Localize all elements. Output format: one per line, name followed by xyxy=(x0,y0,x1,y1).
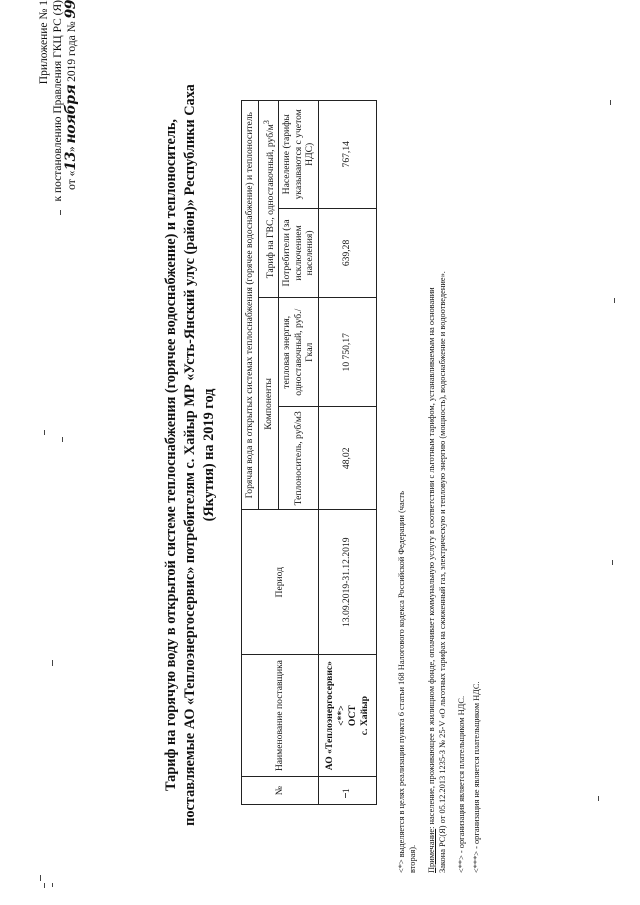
header-heat-energy: тепловая энергия, одноставочный, руб./Гкал xyxy=(279,298,319,407)
scan-speck xyxy=(44,883,45,888)
header-supplier: Наименование поставщика xyxy=(242,654,319,776)
gvs-label: Тариф на ГВС, одноставочный, руб/м xyxy=(264,124,276,279)
header-gvs-tariff xyxy=(258,101,279,298)
header-group-hot-water: Горячая вода в открытых системах теплоснабжения (горячее водоснабжение) и теплоноситель xyxy=(242,101,259,510)
cell-heat-energy: 10 750,17 xyxy=(318,298,376,407)
supplier-place: с. Хайыр xyxy=(358,696,370,736)
header-coolant: Теплоноситель, руб/м3 xyxy=(279,407,319,510)
footnote-vat-payer: <**> - организация является плательщиком НДС. xyxy=(457,695,466,873)
scan-speck xyxy=(44,430,45,435)
scan-speck xyxy=(345,793,346,798)
title-line-3: (Якутия) на 2019 год xyxy=(201,388,217,522)
footnotes xyxy=(396,28,490,873)
header-consumers: Потребители (за исключением населения) xyxy=(279,208,319,298)
decree-number-handwritten: 99 xyxy=(63,0,79,19)
appendix-date-line xyxy=(65,0,80,245)
date-prefix: от « xyxy=(66,170,78,190)
note-line-2: Закона РС(Я) от 05.12.2013 1235-З № 25-V «О льготных тарифах на сжиженный газ, электрическую и тепловую энергию (мощность), водоснабжение и водоотведение». xyxy=(438,271,447,873)
header-row-1 xyxy=(242,101,259,805)
header-components: Компоненты xyxy=(258,298,279,510)
scan-speck xyxy=(62,437,63,442)
appendix-line-2: к постановлению Правления ГКЦ РС (Я) xyxy=(51,0,64,202)
appendix-line-1: Приложение № 1 xyxy=(38,0,50,85)
cell-supplier xyxy=(318,654,376,776)
table-row xyxy=(318,101,376,805)
date-year: 2019 года № xyxy=(66,21,78,85)
supplier-type: ОСТ xyxy=(347,705,359,727)
scan-speck xyxy=(614,298,615,303)
scan-speck xyxy=(52,883,53,887)
scan-speck xyxy=(60,210,61,215)
footnote-vat xyxy=(396,28,418,873)
document-title xyxy=(162,45,219,865)
cell-consumers: 639,28 xyxy=(318,208,376,298)
header-population: Население (тарифы указываются с учетом НДС) xyxy=(279,101,319,209)
date-day-handwritten: 13 xyxy=(63,152,79,171)
note-population xyxy=(426,28,448,873)
footnote-vat-nonpayer: <***> - организация не является плательщиком НДС. xyxy=(472,681,481,873)
header-number: № xyxy=(242,777,319,805)
tariff-table xyxy=(241,100,377,805)
title-line-2: поставляемые АО «Теплоэнергосервис» потребителям с. Хайыр МР «Усть-Янский улус (район)» Республики Саха xyxy=(182,84,198,826)
scan-speck xyxy=(52,660,53,666)
date-mid: » xyxy=(66,146,78,153)
cell-number: 1 xyxy=(318,777,376,805)
cell-coolant: 48,02 xyxy=(318,407,376,510)
appendix-block xyxy=(38,0,80,245)
title-line-1: Тариф на горячую воду в открытой системе теплоснабжения (горячее водоснабжение) и теплоноситель, xyxy=(163,119,179,792)
supplier-mark: <**> xyxy=(335,705,347,726)
footnote-vat-line-2: вторая). xyxy=(408,844,417,873)
scan-speck xyxy=(40,875,41,881)
cell-population: 767,14 xyxy=(318,101,376,209)
note-line-1: : население, проживающее в жилищном фонде, оплачивает коммунальную услугу в соответствии с льготным тарифом, устанавливаемым на основании xyxy=(427,287,436,829)
note-label: Примечание xyxy=(427,828,436,873)
footnote-vat-line-1: <*> выделяется в целях реализации пункта 6 статьи 168 Налогового кодекса Российской Федерации (часть xyxy=(397,491,406,873)
header-period: Период xyxy=(242,510,319,655)
gvs-unit-superscript: 3 xyxy=(261,120,271,125)
supplier-name: АО «Теплоэнергосервис» xyxy=(324,661,336,771)
scan-speck xyxy=(598,796,599,801)
scan-speck xyxy=(612,560,613,565)
cell-period: 13.09.2019-31.12.2019 xyxy=(318,510,376,655)
date-month-handwritten: ноября xyxy=(63,84,79,144)
scan-speck xyxy=(610,100,611,105)
